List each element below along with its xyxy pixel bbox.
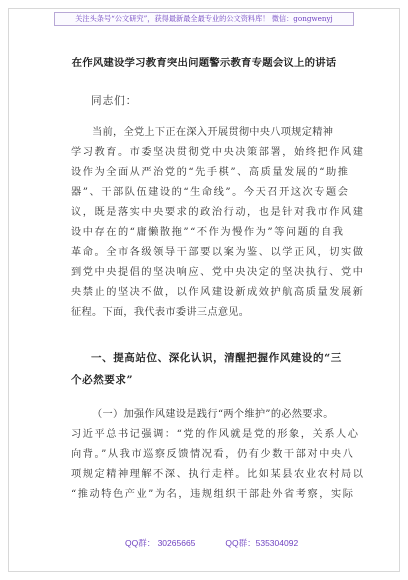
section-heading-line: 一、提高站位、深化认识，清醒把握作风建设的“三 <box>91 352 342 364</box>
header-banner[interactable]: 关注头条号“公文研究”，获得最新最全最专业的公文资料库！ 微信：gongwenyj <box>54 12 354 26</box>
paragraph-line: （一）加强作风建设是践行“两个维护”的必然要求。 <box>92 409 334 420</box>
paragraph-line: 征程。下面，我代表市委讲三点意见。 <box>71 307 250 318</box>
paragraph-line: 学习教育。市委坚决贯彻党中央决策部署，始终把作风建 <box>71 147 365 158</box>
paragraph-line: 项规定精神理解不深、执行走样。比如某县农业农村局以 <box>71 469 365 480</box>
paragraph-line: 当前，全党上下正在深入开展贯彻中央八项规定精神 <box>92 127 334 138</box>
paragraph-line: 习近平总书记强调：“党的作风就是党的形象，关系人心 <box>71 429 360 440</box>
section-heading-line: 个必然要求” <box>71 374 134 386</box>
qq-group-1[interactable]: QQ群： 30265665 <box>125 538 196 548</box>
paragraph-line: 器”、干部队伍建设的“生命线”。今天召开这次专题会 <box>71 187 350 198</box>
paragraph-line: 革命。全市各级领导干部要以案为鉴、以学正风，切实做 <box>71 247 365 258</box>
paragraph-line: 到党中央提倡的坚决响应、党中央决定的坚决执行、党中 <box>71 267 365 278</box>
document-title: 在作风建设学习教育突出问题警示教育专题会议上的讲话 <box>71 57 337 69</box>
salutation: 同志们： <box>91 95 138 107</box>
paragraph-line: 议，既是落实中央要求的政治行动，也是针对我市作风建 <box>71 207 365 218</box>
paragraph-line: 向背。”从我市巡察反馈情况看，仍有少数干部对中央八 <box>71 449 355 460</box>
paragraph-line: 设作为全面从严治党的“先手棋”、高质量发展的“助推 <box>71 167 350 178</box>
paragraph-line: 设中存在的“庸懒散拖”“不作为慢作为”等问题的自我 <box>71 227 345 238</box>
footer-banner <box>125 537 298 549</box>
qq-group-2[interactable]: QQ群：535304092 <box>225 538 299 548</box>
paragraph-line: 央禁止的坚决不做，以作风建设新成效护航高质量发展新 <box>71 287 365 298</box>
paragraph-line: “推动特色产业”为名，违规组织干部赴外省考察，实际 <box>71 489 355 500</box>
